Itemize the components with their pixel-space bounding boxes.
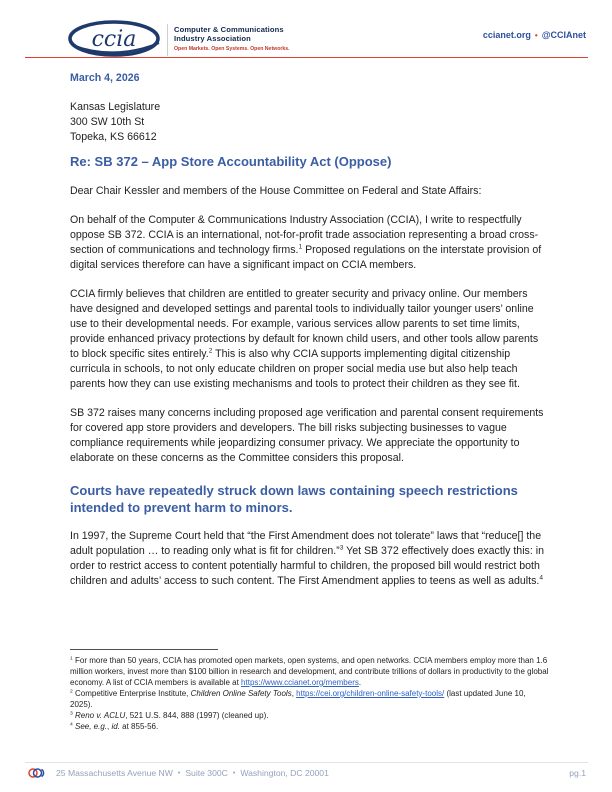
footer-address [56, 768, 569, 778]
address-line: 300 SW 10th St [70, 116, 145, 128]
address-line: Topeka, KS 66612 [70, 131, 157, 143]
re-subject-line: Re: SB 372 – App Store Accountability Act (Oppose) [70, 154, 392, 169]
section-heading: Courts have repeatedly struck down laws containing speech restrictions intended to prevent harm to minors. [70, 483, 518, 515]
header-contact [483, 30, 586, 40]
footer-city: Washington, DC 20001 [240, 768, 329, 778]
twitter-handle[interactable]: @CCIAnet [541, 30, 586, 40]
footer [28, 767, 586, 779]
paragraph: SB 372 raises many concerns including proposed age verification and parental consent requirements for covered app store providers and developers. The bill risks subjecting businesses to vague compliance requirements while jeopardizing consumer privacy. We appreciate the opportunity to elaborate on these concerns as the Committee considers this proposal. [70, 407, 544, 464]
svg-text:ccia: ccia [91, 27, 137, 52]
dot-separator: • [232, 769, 236, 777]
footnote: $^4$ See, e.g., id. at 855-56. [70, 722, 159, 731]
header-divider [167, 24, 168, 56]
footnotes-block [70, 649, 550, 732]
footnote: $^3$ Reno v. ACLU, 521 U.S. 844, 888 (1997) (cleaned up). [70, 711, 269, 720]
dot-separator: • [534, 31, 538, 40]
website-link[interactable]: ccianet.org [482, 30, 531, 40]
salutation: Dear Chair Kessler and members of the House Committee on Federal and State Affairs: [70, 185, 482, 197]
paragraph: CCIA firmly believes that children are entitled to greater security and privacy online. Our members have designed and developed settings and parental tools to individually tailor younger users’ online use to their developmental needs. For example, various services allow parents to set time limits, provide enhanced privacy protections by default for known child users, and other tools allow parents to block specific sites entirely.$^2$ This is also why CCIA supports implementing digital citizenship curricula in schools, to not only educate children on proper social media use but also help teach parents how they can use existing mechanisms and tools to protect their children as they see fit. [70, 288, 539, 390]
address-line: Kansas Legislature [70, 101, 161, 113]
recipient-address [70, 100, 548, 145]
letter-body [70, 71, 548, 603]
header-red-rule [25, 57, 588, 58]
org-name-block [174, 25, 290, 53]
footnote-divider [70, 649, 218, 650]
org-tagline: Open Markets. Open Systems. Open Networks. [174, 46, 290, 52]
ccia-logo [66, 19, 162, 60]
footer-suite: Suite 300C [185, 768, 228, 778]
paragraph: In 1997, the Supreme Court held that “the First Amendment does not tolerate” laws that “reduce[] the adult population … to reading only what is fit for children.”$^3$ Yet SB 372 effectively does exactly this: in order to restrict access to content potentially harmful to children, the proposed bill would restrict both children and adults’ access to such content. The First Amendment applies to teens as well as adults.$^4$ [70, 530, 544, 587]
footnote-link[interactable]: https://cei.org/children-online-safety-tools/ [296, 689, 445, 698]
paragraph: On behalf of the Computer & Communications Industry Association (CCIA), I write to respectfully oppose SB 372. CCIA is an international, not-for-profit trade association representing a broad cross-section of communications and technology firms.$^1$ Proposed regulations on the interstate provision of digital services therefore can have a significant impact on CCIA members. [70, 214, 542, 271]
ccia-rings-icon [28, 767, 50, 779]
page-number: pg.1 [569, 768, 586, 778]
dot-separator: • [177, 769, 181, 777]
org-name-line2: Industry Association [174, 34, 251, 43]
footnote: $^1$ For more than 50 years, CCIA has promoted open markets, open systems, and open networks. CCIA members employ more than 1.6 million workers, invest more than $100 billion in research and development, and contribute trillions of dollars in productivity to the global economy. A list of CCIA members is available at https://www.ccianet.org/members. [70, 656, 549, 687]
footnote: $^2$ Competitive Enterprise Institute, Children Online Safety Tools, https://cei.org/children-online-safety-tools/ (last updated June 10, 2025). [70, 689, 526, 709]
letter-date: March 4, 2026 [70, 72, 140, 84]
footnote-link[interactable]: https://www.ccianet.org/members [241, 678, 359, 687]
org-name-line1: Computer & Communications [174, 25, 284, 34]
ccia-oval-logo-icon [66, 19, 162, 60]
footer-rule [25, 762, 588, 763]
footer-street: 25 Massachusetts Avenue NW [56, 768, 173, 778]
